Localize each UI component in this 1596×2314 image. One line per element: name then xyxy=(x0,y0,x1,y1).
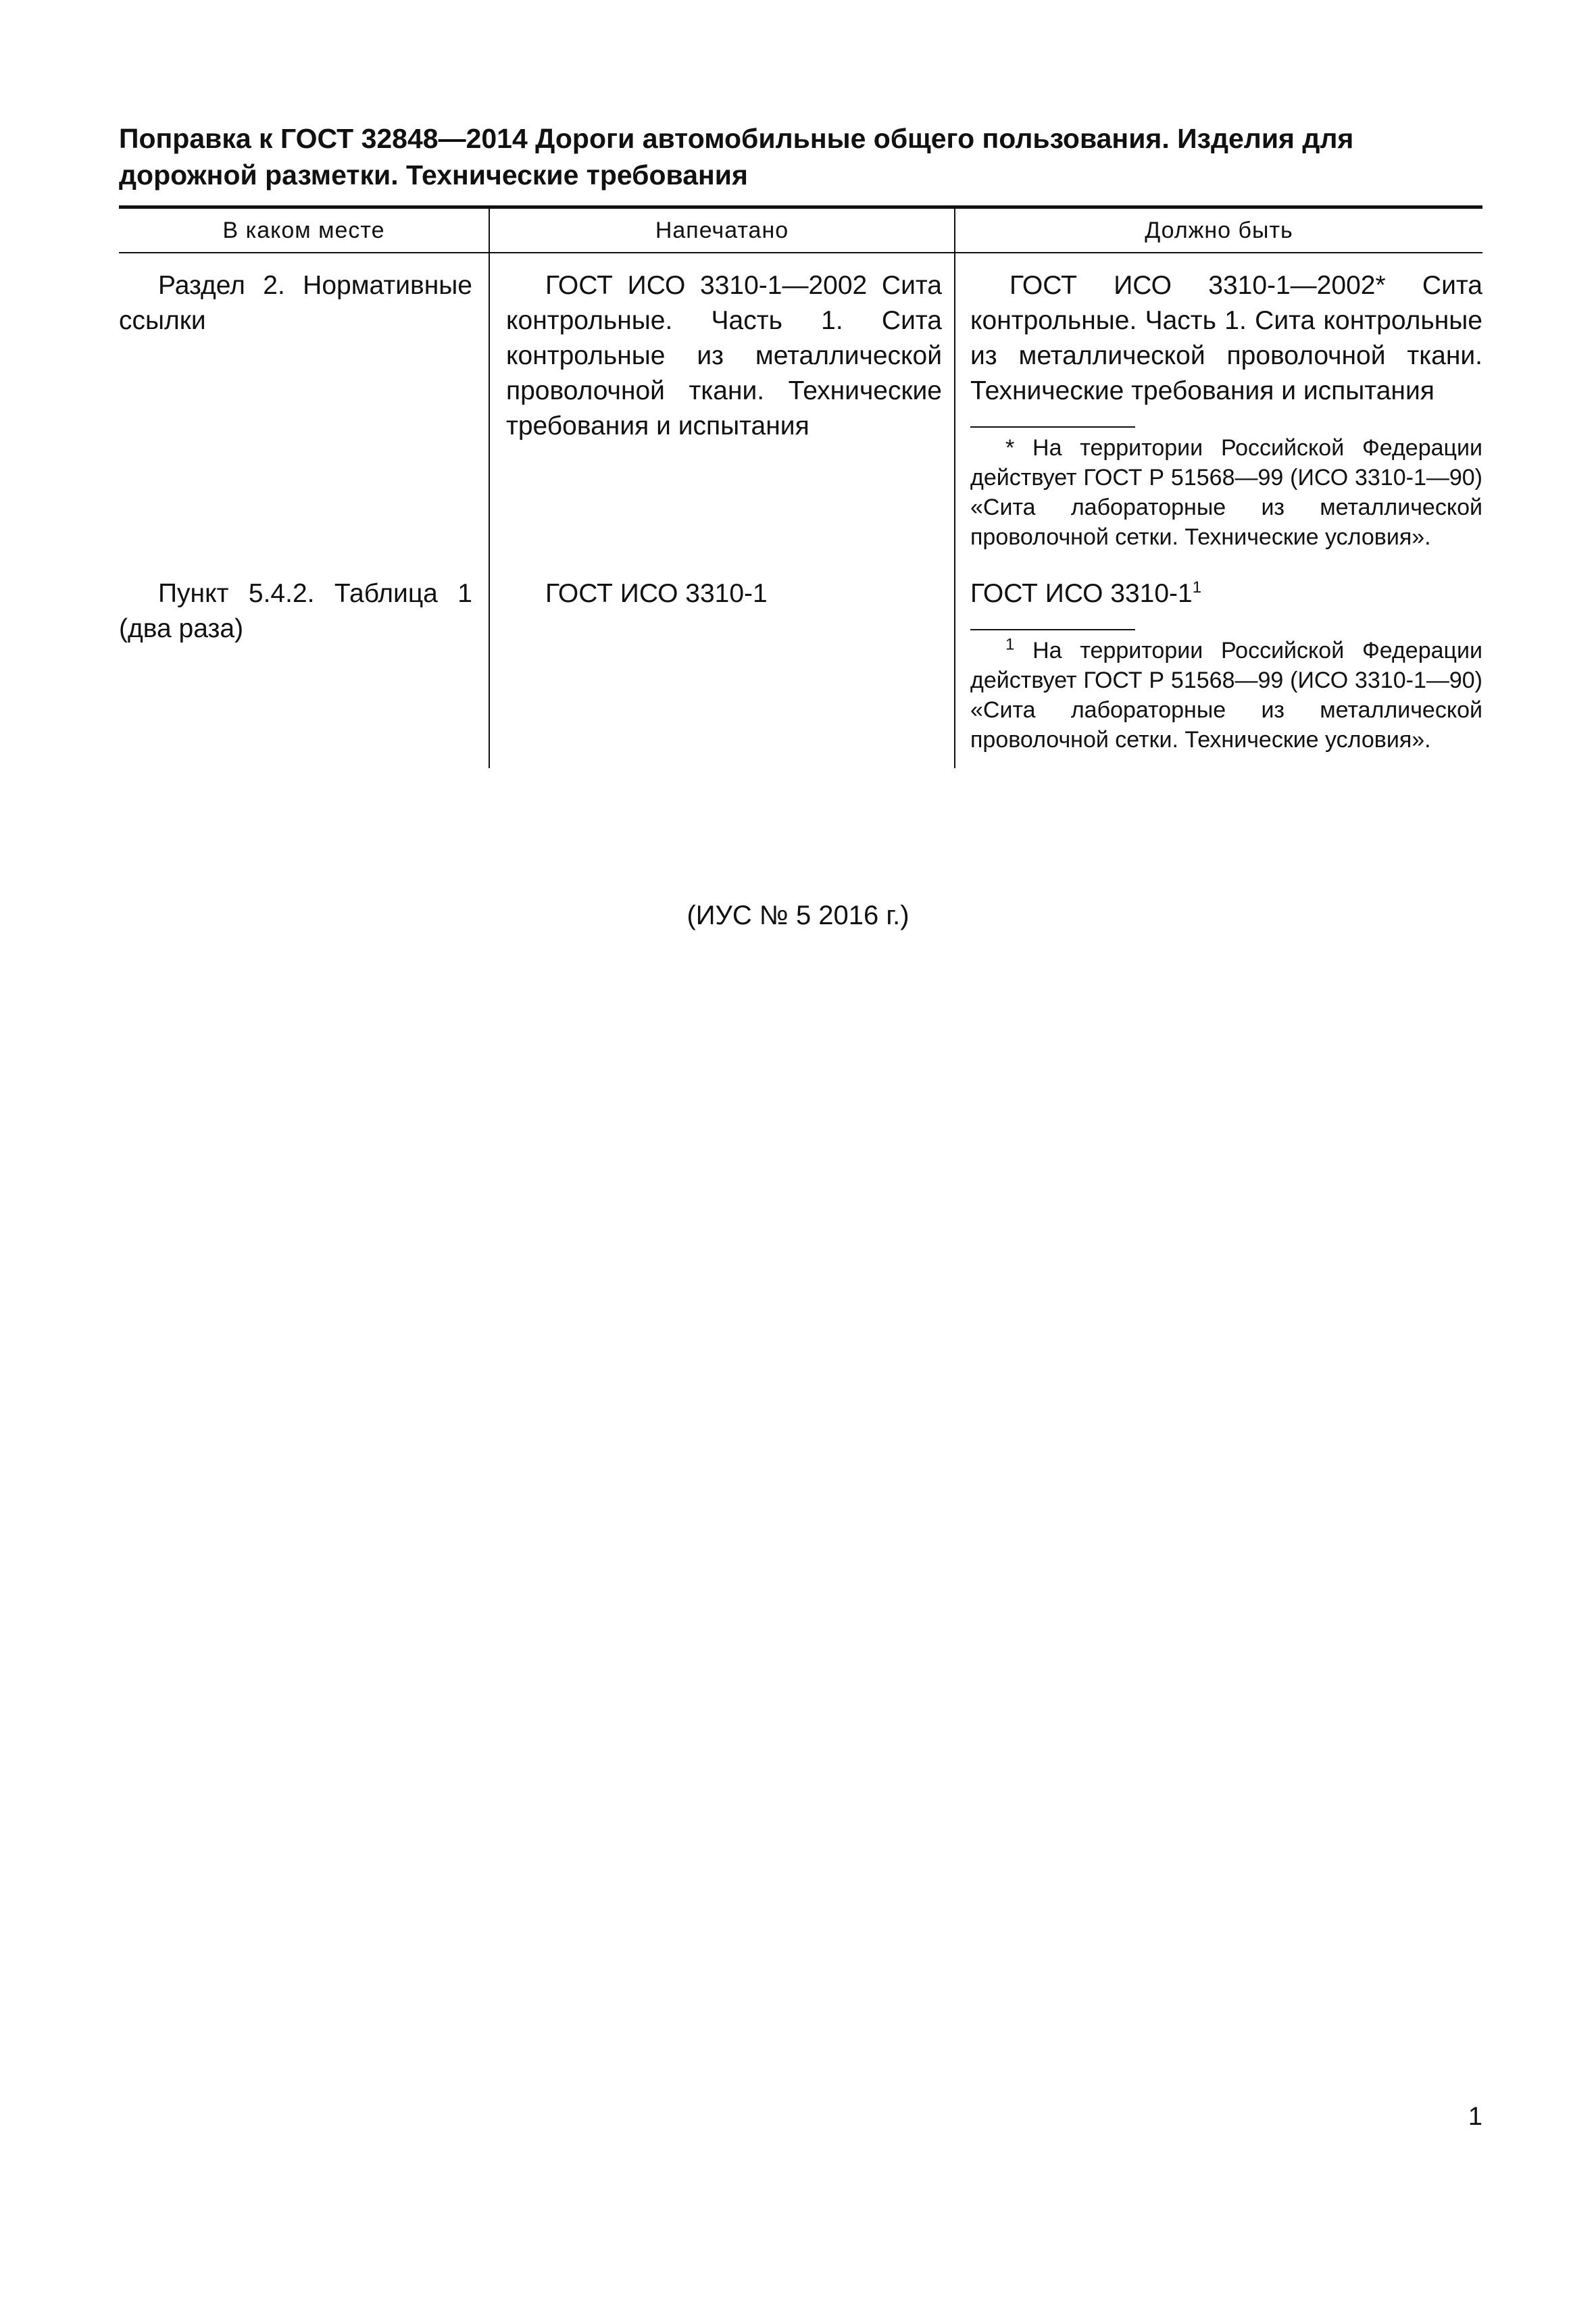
corrections-table-container xyxy=(119,205,1482,768)
cell-where xyxy=(119,253,489,576)
footnote-mark: 1 xyxy=(1005,635,1015,654)
cell-where-text: Раздел 2. Нормативные ссылки xyxy=(119,271,472,335)
cell-where-text: Пункт 5.4.2. Таблица 1 (два раза) xyxy=(119,579,472,643)
cell-should-be xyxy=(955,253,1482,576)
page-number: 1 xyxy=(1468,2103,1482,2131)
cell-should-be-text: ГОСТ ИСО 3310-1—2002* Сита контрольные. Часть 1. Сита контрольные из металлической проволочной ткани. Технические требования и испытания xyxy=(970,271,1482,405)
page-title: Поправка к ГОСТ 32848—2014 Дороги автомобильные общего пользования. Изделия для дорожной разметки. Технические требования xyxy=(119,123,1354,191)
table-header-row xyxy=(119,207,1482,253)
cell-should-be-line xyxy=(970,576,1482,611)
footnote-divider xyxy=(970,629,1135,630)
cell-should-be-text: ГОСТ ИСО 3310-1 xyxy=(970,579,1193,608)
corrections-table xyxy=(119,205,1482,768)
footnote-reference: 1 xyxy=(1192,578,1202,597)
cell-printed-text: ГОСТ ИСО 3310-1 xyxy=(545,579,768,608)
footnote-paragraph xyxy=(970,636,1482,755)
table-row xyxy=(119,576,1482,768)
column-header-where: В каком месте xyxy=(119,207,489,253)
cell-should-be xyxy=(955,576,1482,768)
footnote-divider xyxy=(970,426,1135,428)
footnote-text: * На территории Российской Федерации действует ГОСТ Р 51568—99 (ИСО 3310-1—90) «Сита лабораторные из металлической проволочной сетки. Технические условия». xyxy=(970,435,1482,550)
cell-printed-text: ГОСТ ИСО 3310-1—2002 Сита контрольные. Часть 1. Сита контрольные из металлической проволочной ткани. Технические требования и испытания xyxy=(506,271,942,441)
column-header-printed: Напечатано xyxy=(489,207,955,253)
cell-printed xyxy=(489,576,955,768)
table-row xyxy=(119,253,1482,576)
source-reference: (ИУС № 5 2016 г.) xyxy=(687,901,909,930)
cell-printed xyxy=(489,253,955,576)
column-header-should-be: Должно быть xyxy=(955,207,1482,253)
footnote-text: На территории Российской Федерации действует ГОСТ Р 51568—99 (ИСО 3310-1—90) «Сита лабораторные из металлической проволочной сетки. Технические условия». xyxy=(970,638,1482,753)
cell-where xyxy=(119,576,489,768)
